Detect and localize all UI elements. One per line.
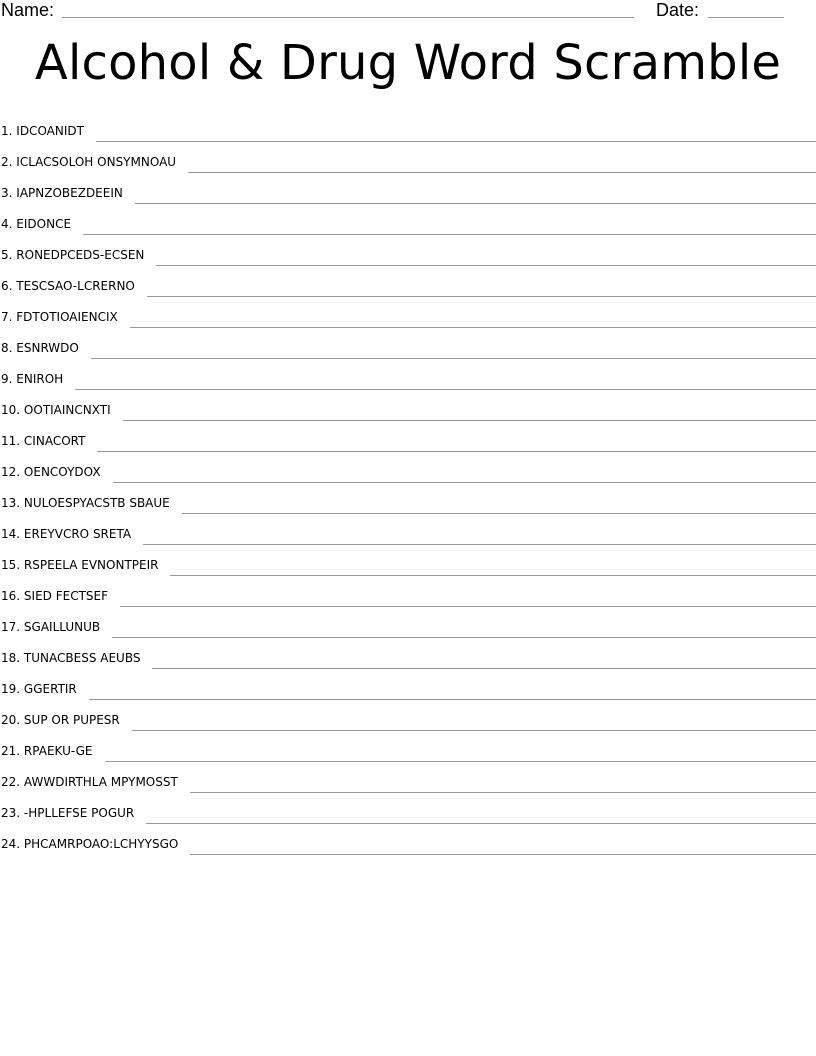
scrambled-word: AWWDIRTHLA MPYMOSST xyxy=(23,775,178,789)
item-number: 10. xyxy=(1,403,21,417)
scramble-item xyxy=(0,792,816,823)
item-number: 11. xyxy=(1,434,21,448)
scramble-item xyxy=(0,358,816,389)
answer-line xyxy=(123,419,816,421)
scrambled-word: ENIROH xyxy=(16,372,64,386)
answer-line xyxy=(135,202,816,204)
answer-line xyxy=(89,698,816,700)
scrambled-word: OOTIAINCNXTI xyxy=(23,403,111,417)
answer-line xyxy=(83,233,816,235)
scrambled-word: CINACORT xyxy=(23,434,86,448)
answer-line xyxy=(156,264,816,266)
scramble-item xyxy=(0,482,816,513)
scrambled-word: GGERTIR xyxy=(23,682,77,696)
item-number: 15. xyxy=(1,558,21,572)
scramble-item xyxy=(0,265,816,296)
scrambled-word: SGAILLUNUB xyxy=(23,620,101,634)
scrambled-word: OENCOYDOX xyxy=(23,465,101,479)
scrambled-word: TESCSAO-LCRERNO xyxy=(16,279,135,293)
answer-line xyxy=(188,171,816,173)
scramble-item xyxy=(0,203,816,234)
answer-line xyxy=(112,636,816,638)
item-number: 9. xyxy=(1,372,13,386)
item-number: 20. xyxy=(1,713,21,727)
scramble-item xyxy=(0,575,816,606)
item-number: 21. xyxy=(1,744,21,758)
scramble-item xyxy=(0,606,816,637)
answer-line xyxy=(91,357,816,359)
answer-line xyxy=(75,388,816,390)
scramble-item xyxy=(0,823,816,854)
answer-line xyxy=(113,481,816,483)
date-label: Date: xyxy=(656,0,700,20)
scramble-item xyxy=(0,420,816,451)
scramble-item xyxy=(0,513,816,544)
answer-line xyxy=(105,760,816,762)
answer-line xyxy=(190,853,816,855)
page-title: Alcohol & Drug Word Scramble xyxy=(34,35,782,91)
scramble-item xyxy=(0,110,816,141)
scrambled-word: RPAEKU-GE xyxy=(23,744,93,758)
answer-line xyxy=(170,574,816,576)
item-number: 8. xyxy=(1,341,13,355)
answer-line xyxy=(120,605,816,607)
name-label: Name: xyxy=(1,0,55,20)
scrambled-word: TUNACBESS AEUBS xyxy=(23,651,141,665)
answer-line xyxy=(190,791,816,793)
answer-line xyxy=(96,140,816,142)
worksheet-header xyxy=(0,0,816,26)
scrambled-word: ICLACSOLOH ONSYMNOAU xyxy=(16,155,177,169)
item-number: 16. xyxy=(1,589,21,603)
item-number: 18. xyxy=(1,651,21,665)
scrambled-word: IAPNZOBEZDEEIN xyxy=(16,186,123,200)
scramble-item xyxy=(0,172,816,203)
answer-line xyxy=(130,326,816,328)
item-number: 1. xyxy=(1,124,13,138)
item-number: 2. xyxy=(1,155,13,169)
scramble-list xyxy=(0,110,816,854)
scramble-item xyxy=(0,544,816,575)
scramble-item xyxy=(0,637,816,668)
item-number: 23. xyxy=(1,806,21,820)
answer-line xyxy=(147,295,816,297)
scramble-item xyxy=(0,761,816,792)
scramble-item xyxy=(0,451,816,482)
scramble-item xyxy=(0,730,816,761)
scramble-item xyxy=(0,668,816,699)
scrambled-word: NULOESPYACSTB SBAUE xyxy=(23,496,170,510)
answer-line xyxy=(152,667,816,669)
item-number: 17. xyxy=(1,620,21,634)
item-number: 4. xyxy=(1,217,13,231)
item-number: 7. xyxy=(1,310,13,324)
answer-line xyxy=(143,543,816,545)
scrambled-word: RONEDPCEDS-ECSEN xyxy=(16,248,145,262)
date-blank-line xyxy=(708,17,784,18)
scrambled-word: EIDONCE xyxy=(16,217,72,231)
name-blank-line xyxy=(62,17,634,18)
scramble-item xyxy=(0,327,816,358)
item-number: 6. xyxy=(1,279,13,293)
item-number: 22. xyxy=(1,775,21,789)
scramble-item xyxy=(0,389,816,420)
item-number: 19. xyxy=(1,682,21,696)
item-number: 13. xyxy=(1,496,21,510)
scramble-item xyxy=(0,141,816,172)
scramble-item xyxy=(0,234,816,265)
answer-line xyxy=(146,822,816,824)
item-number: 5. xyxy=(1,248,13,262)
scrambled-word: -HPLLEFSE POGUR xyxy=(23,806,135,820)
item-number: 14. xyxy=(1,527,21,541)
scrambled-word: SIED FECTSEF xyxy=(23,589,109,603)
scrambled-word: SUP OR PUPESR xyxy=(23,713,120,727)
answer-line xyxy=(97,450,816,452)
answer-line xyxy=(182,512,816,514)
scrambled-word: EREYVCRO SRETA xyxy=(23,527,132,541)
scrambled-word: PHCAMRPOAO:LCHYYSGO xyxy=(23,837,179,851)
scramble-item xyxy=(0,296,816,327)
scramble-item xyxy=(0,699,816,730)
scrambled-word: IDCOANIDT xyxy=(16,124,84,138)
scrambled-word: FDTOTIOAIENCIX xyxy=(16,310,118,324)
item-number: 3. xyxy=(1,186,13,200)
answer-line xyxy=(132,729,816,731)
scrambled-word: ESNRWDO xyxy=(16,341,79,355)
item-number: 12. xyxy=(1,465,21,479)
scrambled-word: RSPEELA EVNONTPEIR xyxy=(23,558,159,572)
item-number: 24. xyxy=(1,837,21,851)
